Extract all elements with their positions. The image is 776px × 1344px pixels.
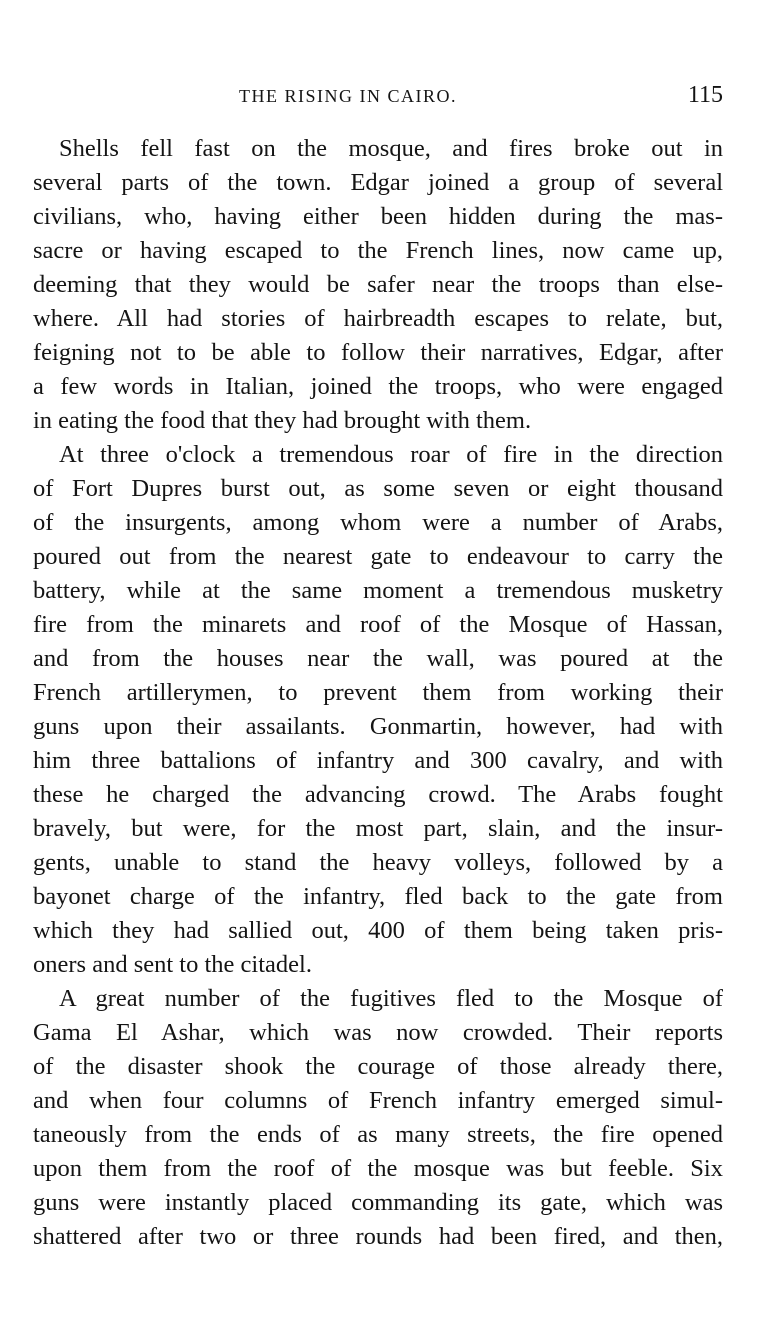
text-line: oners and sent to the citadel. [33, 951, 312, 978]
text-line: At three o'clock a tremendous roar of fire in the direction [59, 441, 723, 468]
page-number: 115 [687, 82, 723, 108]
text-line: deeming that they would be safer near the troops than else- [33, 271, 723, 298]
text-line: several parts of the town. Edgar joined a group of several [33, 169, 723, 196]
text-line: feigning not to be able to follow their narratives, Edgar, after [33, 339, 723, 366]
text-line: a few words in Italian, joined the troops, who were engaged [33, 373, 723, 400]
text-line: of Fort Dupres burst out, as some seven or eight thousand [33, 475, 723, 502]
text-line: in eating the food that they had brought with them. [33, 407, 532, 434]
text-line: of the insurgents, among whom were a number of Arabs, [33, 509, 723, 536]
text-line: battery, while at the same moment a tremendous musketry [33, 577, 723, 604]
text-line: guns were instantly placed commanding its gate, which was [33, 1189, 723, 1216]
text-line: bravely, but were, for the most part, slain, and the insur- [33, 815, 723, 842]
text-line: and from the houses near the wall, was poured at the [33, 645, 723, 672]
text-line: sacre or having escaped to the French lines, now came up, [33, 237, 723, 264]
running-title: THE RISING IN CAIRO. [239, 86, 457, 106]
text-line: Gama El Ashar, which was now crowded. Their reports [33, 1019, 723, 1046]
text-line: poured out from the nearest gate to endeavour to carry the [33, 543, 723, 570]
text-line: gents, unable to stand the heavy volleys, followed by a [33, 849, 723, 876]
body-text [33, 132, 723, 1254]
text-line: Shells fell fast on the mosque, and fires broke out in [59, 135, 723, 162]
text-line: upon them from the roof of the mosque was but feeble. Six [33, 1155, 723, 1182]
text-line: where. All had stories of hairbreadth escapes to relate, but, [33, 305, 723, 332]
text-line: him three battalions of infantry and 300 cavalry, and with [33, 747, 723, 774]
text-line: taneously from the ends of as many streets, the fire opened [33, 1121, 723, 1148]
text-line: and when four columns of French infantry emerged simul- [33, 1087, 723, 1114]
text-line: bayonet charge of the infantry, fled back to the gate from [33, 883, 723, 910]
text-line: which they had sallied out, 400 of them being taken pris- [33, 917, 723, 944]
running-head [33, 80, 723, 114]
text-line: these he charged the advancing crowd. The Arabs fought [33, 781, 723, 808]
text-line: shattered after two or three rounds had been fired, and then, [33, 1223, 723, 1250]
text-line: of the disaster shook the courage of those already there, [33, 1053, 723, 1080]
text-line: French artillerymen, to prevent them from working their [33, 679, 723, 706]
text-line: A great number of the fugitives fled to the Mosque of [59, 985, 723, 1012]
text-line: guns upon their assailants. Gonmartin, however, had with [33, 713, 723, 740]
text-line: civilians, who, having either been hidden during the mas- [33, 203, 723, 230]
text-line: fire from the minarets and roof of the Mosque of Hassan, [33, 611, 723, 638]
